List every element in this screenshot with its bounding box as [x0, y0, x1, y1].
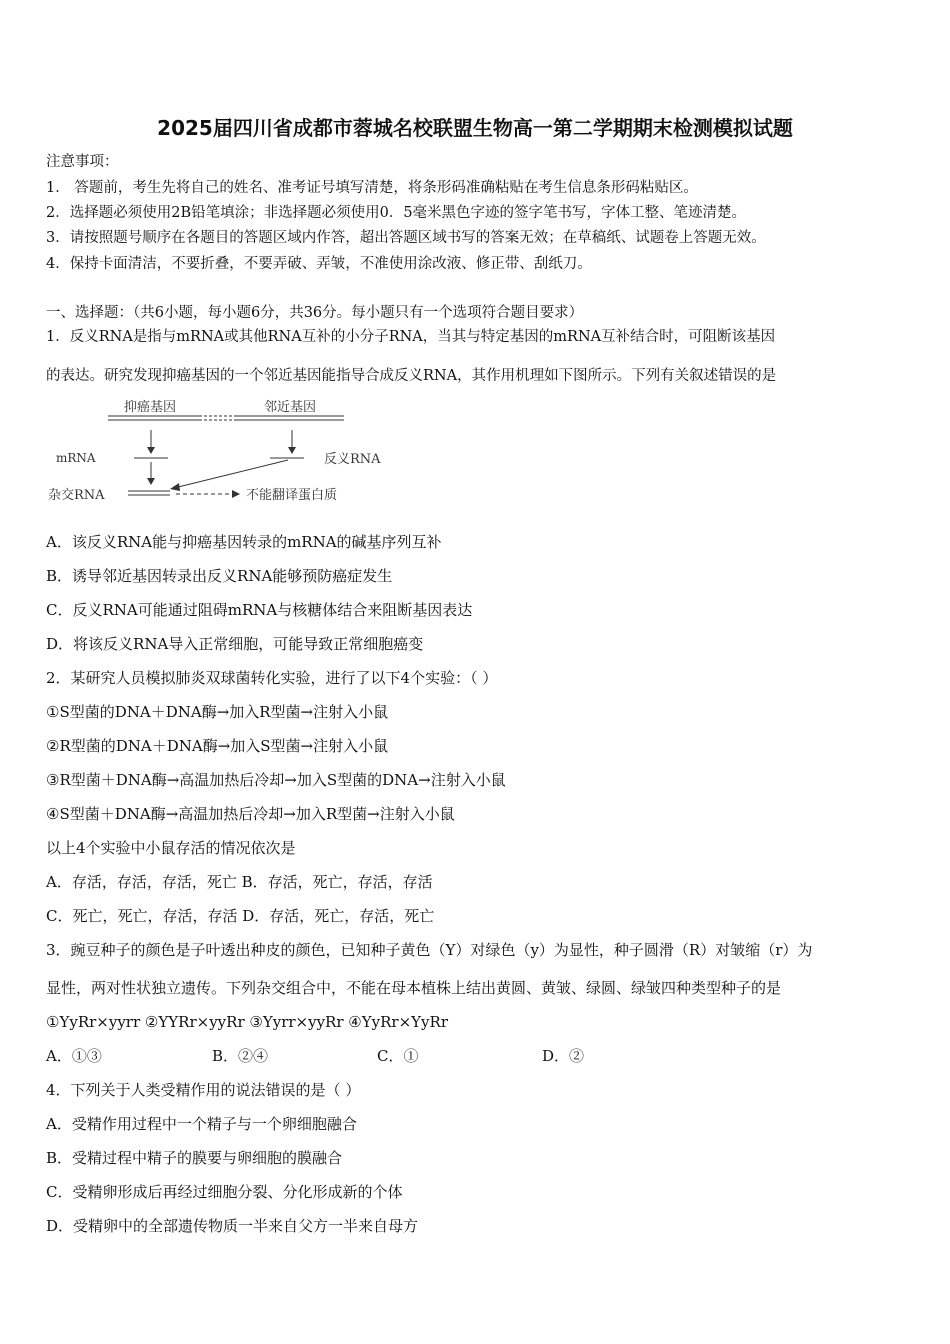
- gene1-label: 抑癌基因: [124, 400, 177, 415]
- notice-heading: 注意事项：: [46, 154, 119, 170]
- q1-stem-line1: 1．反义RNA是指与mRNA或其他RNA互补的小分子RNA，当其与特定基因的mRNA互补结合时，可阻断该基因: [46, 329, 776, 345]
- q1-option-c: C．反义RNA可能通过阻碍mRNA与核糖体结合来阻断基因表达: [46, 601, 473, 619]
- hybrid-label: 杂交RNA: [48, 488, 105, 503]
- q4-option-d: D．受精卵中的全部遗传物质一半来自父方一半来自母方: [46, 1217, 419, 1235]
- q3-option-a: A．①③: [46, 1047, 102, 1065]
- q3-stem-line1: 3．豌豆种子的颜色是子叶透出种皮的颜色，已知种子黄色（Y）对绿色（y）为显性，种子圆滑（R）对皱缩（r）为: [46, 941, 813, 959]
- q4-option-b: B．受精过程中精子的膜要与卵细胞的膜融合: [46, 1149, 343, 1167]
- q2-options-row1: A．存活，存活，存活，死亡 B．存活，死亡，存活，存活: [46, 873, 433, 891]
- antisense-rna-diagram: [46, 392, 416, 514]
- gene2-label: 邻近基因: [264, 400, 317, 415]
- q3-option-c: C．①: [377, 1047, 419, 1065]
- q4-option-a: A．受精作用过程中一个精子与一个卵细胞融合: [46, 1115, 357, 1133]
- q3-option-d: D．②: [542, 1047, 585, 1065]
- q2-experiment-2: ②R型菌的DNA＋DNA酶→加入S型菌→注射入小鼠: [46, 737, 389, 755]
- q2-question: 以上4个实验中小鼠存活的情况依次是: [46, 839, 296, 857]
- q3-option-b: B．②④: [212, 1047, 269, 1065]
- notice-item-4: 4．保持卡面清洁，不要折叠，不要弄破、弄皱，不准使用涂改液、修正带、刮纸刀。: [46, 256, 592, 272]
- q2-experiment-4: ④S型菌＋DNA酶→高温加热后冷却→加入R型菌→注射入小鼠: [46, 805, 455, 823]
- q3-stem-line2: 显性，两对性状独立遗传。下列杂交组合中，不能在母本植株上结出黄圆、黄皱、绿圆、绿皱四种类型种子的是: [46, 979, 782, 997]
- q1-option-b: B．诱导邻近基因转录出反义RNA能够预防癌症发生: [46, 567, 393, 585]
- q2-experiment-1: ①S型菌的DNA＋DNA酶→加入R型菌→注射入小鼠: [46, 703, 389, 721]
- section-heading: 一、选择题：（共6小题，每小题6分，共36分。每小题只有一个选项符合题目要求）: [46, 305, 584, 321]
- q1-stem-line2: 的表达。研究发现抑癌基因的一个邻近基因能指导合成反义RNA，其作用机理如下图所示。下列有关叙述错误的是: [46, 368, 777, 384]
- page-title: 2025届四川省成都市蓉城名校联盟生物高一第二学期期末检测模拟试题: [157, 116, 793, 140]
- mrna-label: mRNA: [56, 451, 96, 465]
- q2-experiment-3: ③R型菌＋DNA酶→高温加热后冷却→加入S型菌的DNA→注射入小鼠: [46, 771, 506, 789]
- antisense-label: 反义RNA: [324, 452, 381, 467]
- q1-option-d: D．将该反义RNA导入正常细胞，可能导致正常细胞癌变: [46, 635, 424, 653]
- notice-item-1: 1． 答题前，考生先将自己的姓名、准考证号填写清楚，将条形码准确粘贴在考生信息条形码粘贴区。: [46, 180, 698, 196]
- q4-option-c: C．受精卵形成后再经过细胞分裂、分化形成新的个体: [46, 1183, 403, 1201]
- q2-options-row2: C．死亡，死亡，存活，存活 D．存活，死亡，存活，死亡: [46, 907, 435, 925]
- notice-item-2: 2．选择题必须使用2B铅笔填涂；非选择题必须使用0．5毫米黑色字迹的签字笔书写，字体工整、笔迹清楚。: [46, 205, 747, 221]
- q1-option-a: A．该反义RNA能与抑癌基因转录的mRNA的碱基序列互补: [46, 533, 442, 551]
- result-label: 不能翻译蛋白质: [246, 488, 338, 503]
- q3-crosses: ①YyRr×yyrr ②YYRr×yyRr ③Yyrr×yyRr ④YyRr×YyRr: [46, 1013, 448, 1031]
- q4-stem: 4．下列关于人类受精作用的说法错误的是（ ）: [46, 1081, 361, 1099]
- q2-stem: 2．某研究人员模拟肺炎双球菌转化实验，进行了以下4个实验：（ ）: [46, 669, 498, 687]
- notice-item-3: 3．请按照题号顺序在各题目的答题区域内作答，超出答题区域书写的答案无效；在草稿纸、试题卷上答题无效。: [46, 230, 766, 246]
